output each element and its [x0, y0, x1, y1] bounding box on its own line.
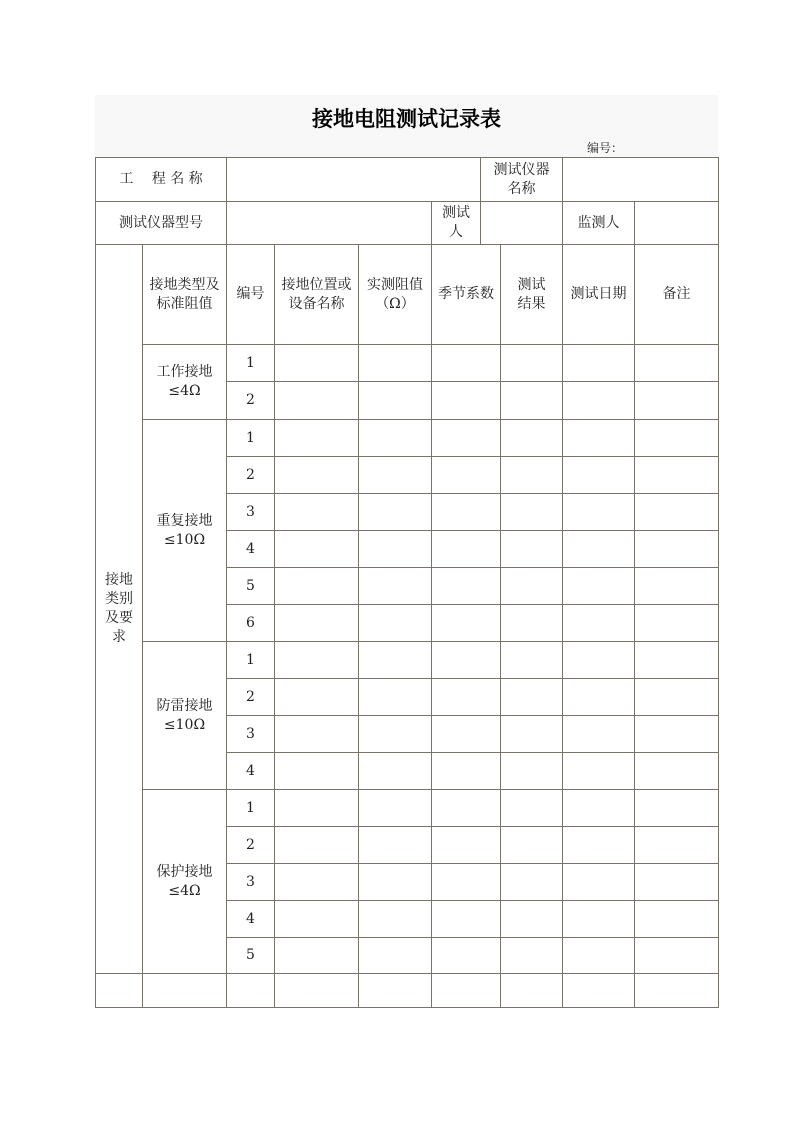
data-cell[interactable] — [562, 789, 635, 827]
data-cell[interactable] — [634, 678, 719, 716]
data-cell[interactable] — [634, 567, 719, 605]
data-cell[interactable] — [562, 826, 635, 864]
data-cell[interactable] — [562, 715, 635, 753]
data-cell[interactable] — [431, 530, 501, 568]
data-cell[interactable] — [634, 493, 719, 531]
data-cell[interactable] — [274, 715, 359, 753]
data-cell[interactable] — [562, 344, 635, 382]
data-cell[interactable] — [634, 641, 719, 679]
monitor-label: 监测人 — [562, 201, 635, 245]
data-cell[interactable] — [500, 456, 563, 494]
page-title: 接地电阻测试记录表 — [312, 107, 501, 131]
empty-cell[interactable] — [358, 973, 432, 1008]
empty-cell[interactable] — [562, 973, 635, 1008]
data-cell[interactable] — [500, 381, 563, 420]
data-cell[interactable] — [274, 381, 359, 420]
instrument-model-field[interactable] — [226, 201, 432, 245]
data-cell[interactable] — [358, 493, 432, 531]
row-number: 3 — [226, 863, 275, 901]
data-cell[interactable] — [431, 567, 501, 605]
data-cell[interactable] — [634, 752, 719, 790]
number-label: 编号： — [586, 141, 623, 155]
grounding-type-label: 防雷接地 ≤10Ω — [142, 641, 227, 790]
row-number: 2 — [226, 826, 275, 864]
column-header: 测试 结果 — [500, 244, 563, 345]
empty-cell[interactable] — [226, 973, 275, 1008]
data-cell[interactable] — [358, 530, 432, 568]
data-cell[interactable] — [634, 456, 719, 494]
data-cell[interactable] — [634, 826, 719, 864]
tester-field[interactable] — [480, 201, 563, 245]
data-cell[interactable] — [274, 678, 359, 716]
data-cell[interactable] — [562, 863, 635, 901]
data-cell[interactable] — [274, 530, 359, 568]
data-cell[interactable] — [634, 789, 719, 827]
data-cell[interactable] — [431, 752, 501, 790]
data-cell[interactable] — [274, 419, 359, 457]
data-cell[interactable] — [562, 567, 635, 605]
data-cell[interactable] — [431, 863, 501, 901]
data-cell[interactable] — [274, 604, 359, 642]
row-number: 4 — [226, 530, 275, 568]
empty-cell[interactable] — [142, 973, 227, 1008]
instrument-model-label: 测试仪器型号 — [95, 201, 227, 245]
data-cell[interactable] — [431, 641, 501, 679]
data-cell[interactable] — [431, 826, 501, 864]
data-cell[interactable] — [562, 456, 635, 494]
data-cell[interactable] — [358, 381, 432, 420]
data-cell[interactable] — [562, 419, 635, 457]
data-cell[interactable] — [500, 900, 563, 938]
row-number: 1 — [226, 344, 275, 382]
data-cell[interactable] — [500, 752, 563, 790]
data-cell[interactable] — [358, 567, 432, 605]
data-cell[interactable] — [500, 863, 563, 901]
data-cell[interactable] — [500, 641, 563, 679]
data-cell[interactable] — [500, 715, 563, 753]
data-cell[interactable] — [358, 752, 432, 790]
row-number: 2 — [226, 381, 275, 420]
data-cell[interactable] — [634, 715, 719, 753]
data-cell[interactable] — [431, 678, 501, 716]
data-cell[interactable] — [562, 752, 635, 790]
data-cell[interactable] — [358, 678, 432, 716]
data-cell[interactable] — [500, 567, 563, 605]
row-number: 3 — [226, 493, 275, 531]
data-cell[interactable] — [431, 604, 501, 642]
column-header: 接地类型及 标准阻值 — [142, 244, 227, 345]
column-header: 测试日期 — [562, 244, 635, 345]
row-number: 3 — [226, 715, 275, 753]
row-number: 4 — [226, 900, 275, 938]
row-number: 5 — [226, 937, 275, 974]
data-cell[interactable] — [500, 344, 563, 382]
data-cell[interactable] — [274, 826, 359, 864]
data-cell[interactable] — [274, 900, 359, 938]
data-cell[interactable] — [358, 641, 432, 679]
column-header: 季节系数 — [431, 244, 501, 345]
row-number: 6 — [226, 604, 275, 642]
data-cell[interactable] — [431, 715, 501, 753]
data-cell[interactable] — [500, 419, 563, 457]
data-cell[interactable] — [431, 900, 501, 938]
data-cell[interactable] — [431, 789, 501, 827]
instrument-name-field[interactable] — [562, 157, 719, 202]
data-cell[interactable] — [274, 863, 359, 901]
data-cell[interactable] — [358, 604, 432, 642]
data-cell[interactable] — [500, 826, 563, 864]
column-header: 实测阻值 （Ω） — [358, 244, 432, 345]
data-cell[interactable] — [358, 826, 432, 864]
data-cell[interactable] — [274, 937, 359, 974]
data-cell[interactable] — [500, 937, 563, 974]
data-cell[interactable] — [274, 493, 359, 531]
column-header: 接地位置或 设备名称 — [274, 244, 359, 345]
data-cell[interactable] — [634, 381, 719, 420]
column-header: 编号 — [226, 244, 275, 345]
data-cell[interactable] — [431, 344, 501, 382]
data-cell[interactable] — [358, 344, 432, 382]
row-number: 4 — [226, 752, 275, 790]
data-cell[interactable] — [634, 344, 719, 382]
data-cell[interactable] — [562, 937, 635, 974]
project-name-field[interactable] — [226, 157, 481, 202]
data-cell[interactable] — [634, 900, 719, 938]
instrument-name-label: 测试仪器 名称 — [480, 157, 563, 202]
data-cell[interactable] — [358, 937, 432, 974]
monitor-field[interactable] — [634, 201, 719, 245]
row-number: 2 — [226, 678, 275, 716]
row-number: 5 — [226, 567, 275, 605]
empty-cell[interactable] — [95, 973, 143, 1008]
data-cell[interactable] — [358, 456, 432, 494]
grounding-type-label: 工作接地 ≤4Ω — [142, 344, 227, 420]
data-cell[interactable] — [562, 530, 635, 568]
data-cell[interactable] — [634, 604, 719, 642]
title-bar — [95, 95, 718, 157]
data-cell[interactable] — [500, 789, 563, 827]
data-cell[interactable] — [634, 863, 719, 901]
data-cell[interactable] — [358, 900, 432, 938]
data-cell[interactable] — [431, 419, 501, 457]
row-number: 2 — [226, 456, 275, 494]
data-cell[interactable] — [274, 456, 359, 494]
data-cell[interactable] — [431, 937, 501, 974]
data-cell[interactable] — [500, 530, 563, 568]
data-cell[interactable] — [358, 419, 432, 457]
data-cell[interactable] — [634, 530, 719, 568]
empty-cell[interactable] — [431, 973, 501, 1008]
data-cell[interactable] — [634, 937, 719, 974]
data-cell[interactable] — [358, 789, 432, 827]
data-cell[interactable] — [431, 493, 501, 531]
row-number: 1 — [226, 419, 275, 457]
grounding-type-label: 保护接地 ≤4Ω — [142, 789, 227, 974]
data-cell[interactable] — [634, 419, 719, 457]
data-cell[interactable] — [274, 567, 359, 605]
data-cell[interactable] — [562, 678, 635, 716]
data-cell[interactable] — [274, 641, 359, 679]
grounding-type-label: 重复接地 ≤10Ω — [142, 419, 227, 642]
data-cell[interactable] — [562, 900, 635, 938]
data-cell[interactable] — [500, 604, 563, 642]
data-cell[interactable] — [500, 493, 563, 531]
row-number: 1 — [226, 641, 275, 679]
row-number: 1 — [226, 789, 275, 827]
data-cell[interactable] — [274, 789, 359, 827]
data-cell[interactable] — [500, 678, 563, 716]
data-cell[interactable] — [358, 715, 432, 753]
empty-cell[interactable] — [500, 973, 563, 1008]
data-cell[interactable] — [431, 456, 501, 494]
data-cell[interactable] — [562, 381, 635, 420]
empty-cell[interactable] — [634, 973, 719, 1008]
empty-cell[interactable] — [274, 973, 359, 1008]
tester-label: 测试 人 — [431, 201, 481, 245]
data-cell[interactable] — [431, 381, 501, 420]
data-cell[interactable] — [274, 752, 359, 790]
project-name-label: 工 程 名 称 — [95, 157, 227, 202]
data-cell[interactable] — [562, 493, 635, 531]
data-cell[interactable] — [358, 863, 432, 901]
data-cell[interactable] — [562, 641, 635, 679]
side-category-label: 接地 类别 及要 求 — [95, 244, 143, 974]
column-header: 备注 — [634, 244, 719, 345]
data-cell[interactable] — [562, 604, 635, 642]
data-cell[interactable] — [274, 344, 359, 382]
